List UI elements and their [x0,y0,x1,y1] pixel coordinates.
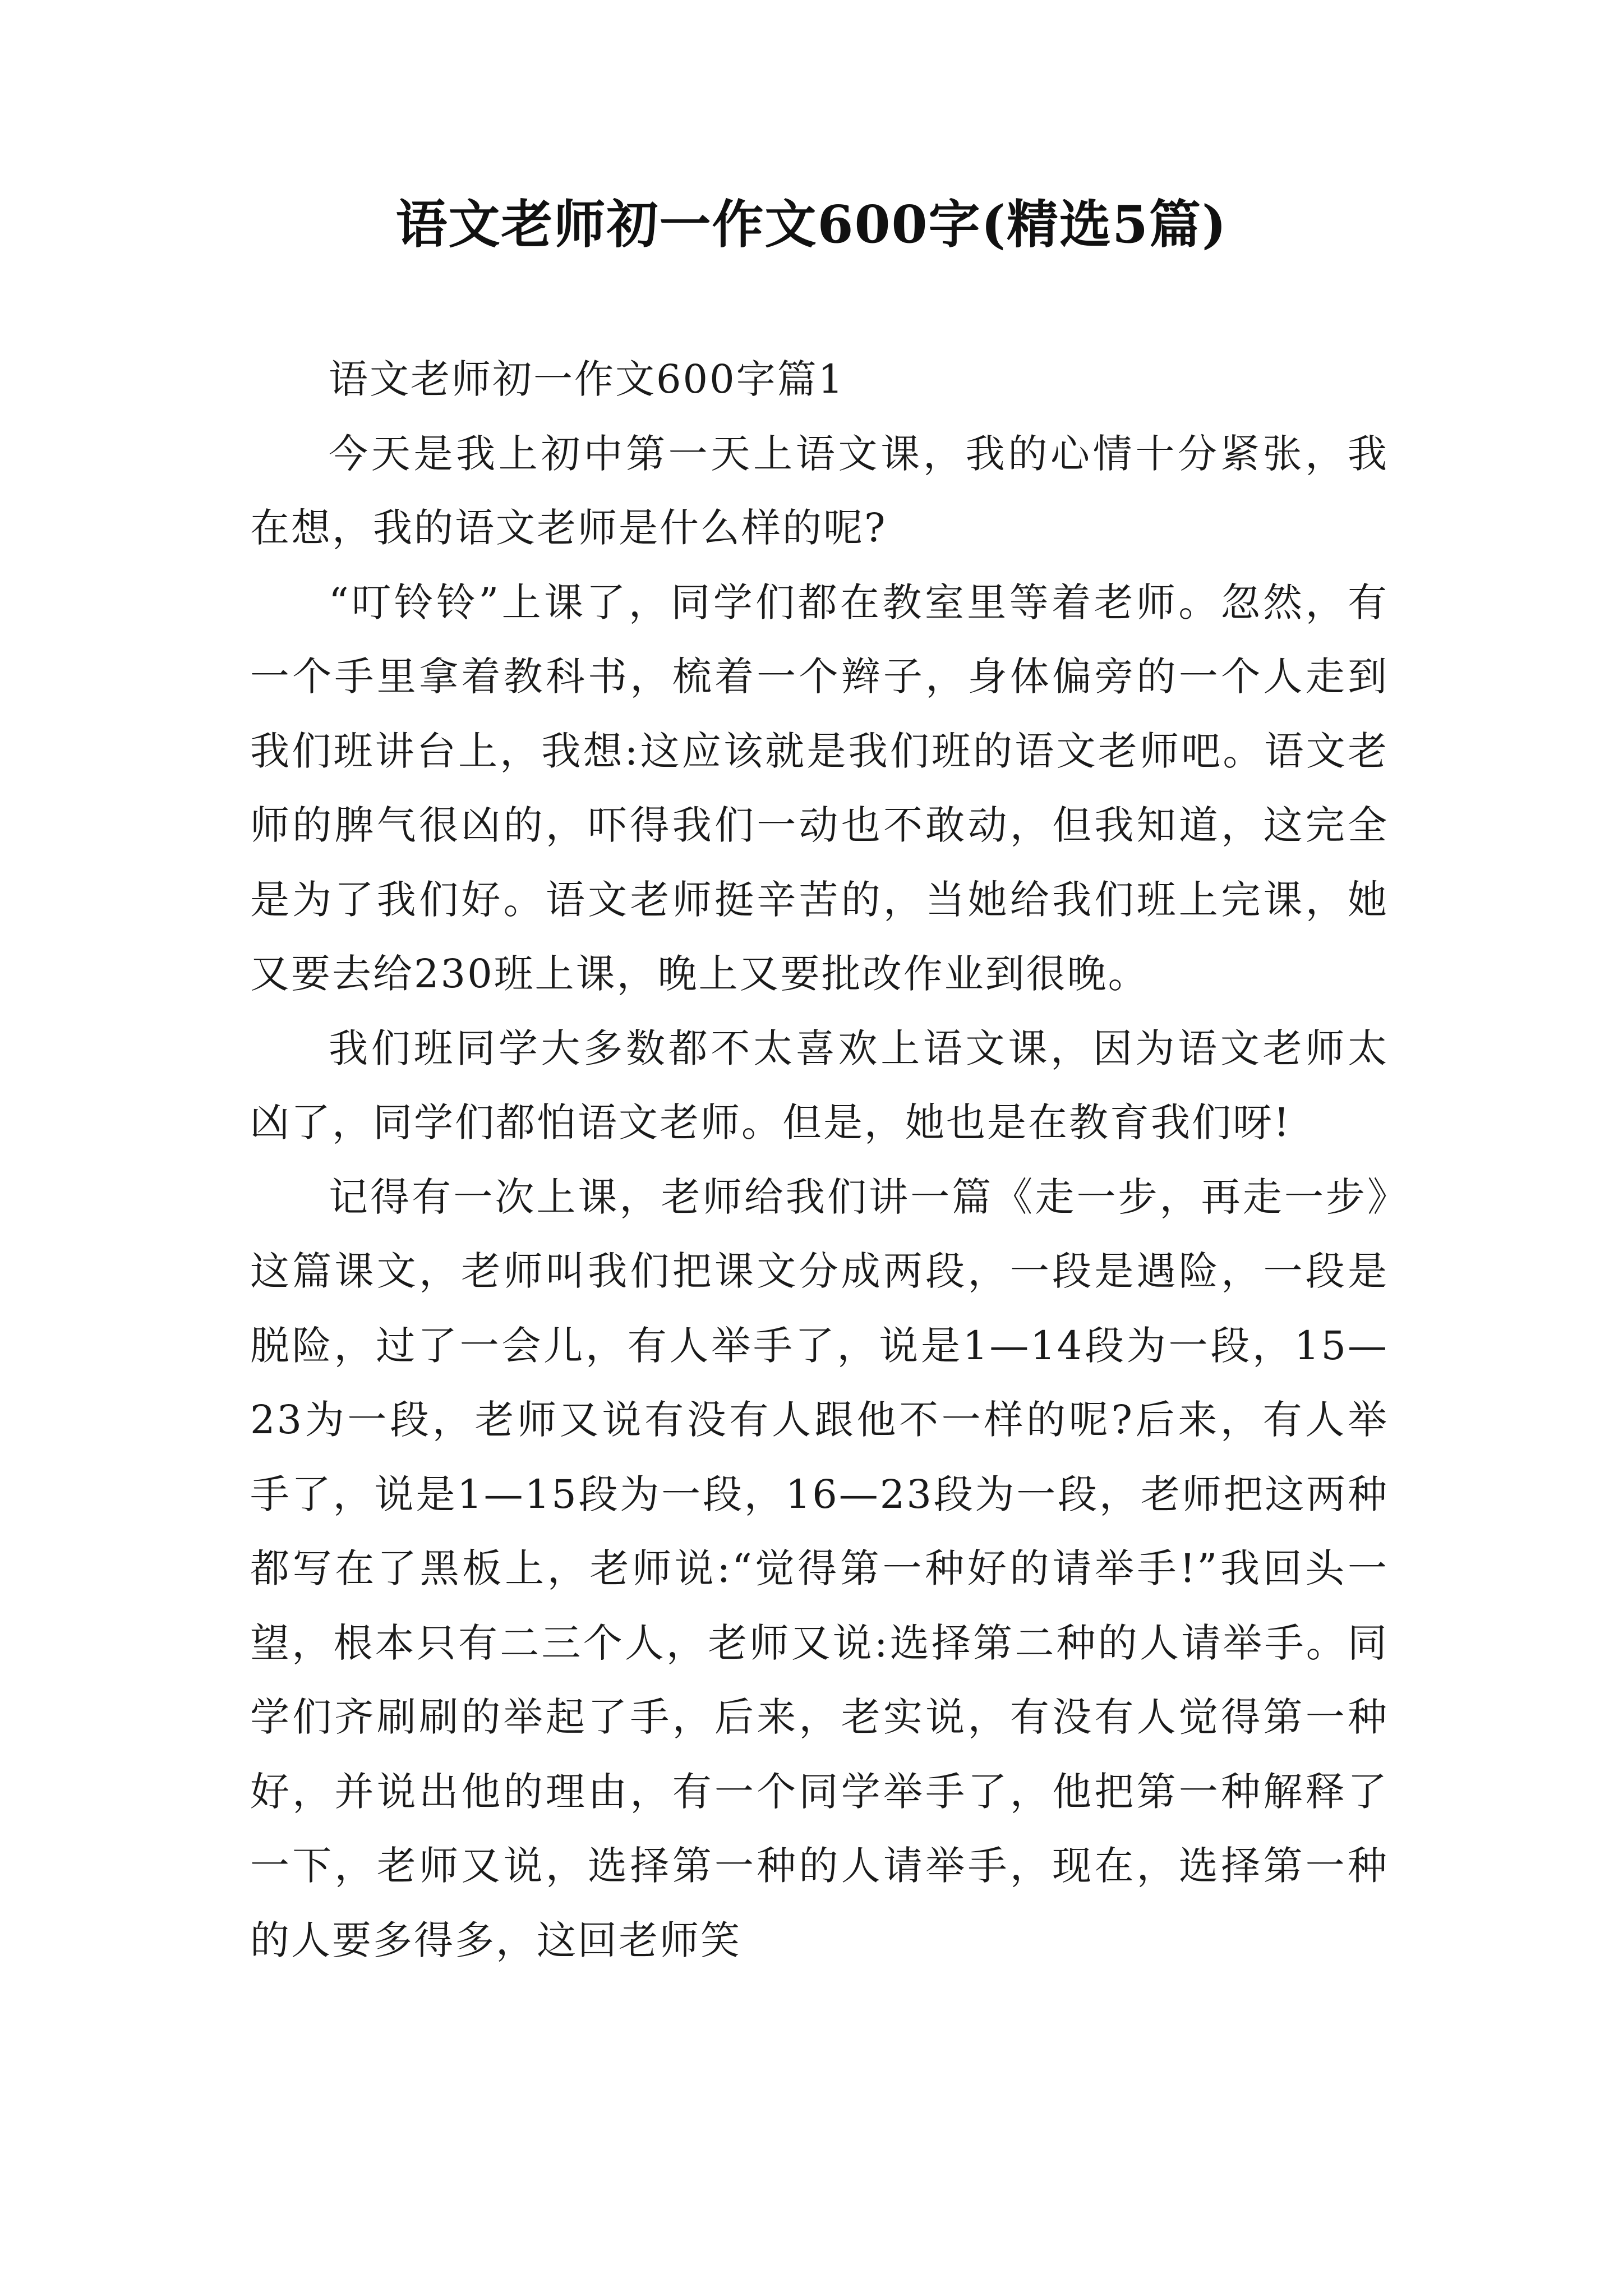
section-heading: 语文老师初一作文600字篇1 [329,356,845,402]
paragraph-2: “叮铃铃”上课了，同学们都在教室里等着老师。忽然，有一个手里拿着教科书，梳着一个辫子，身体偏旁的一个人走到我们班讲台上，我想:这应该就是我们班的语文老师吧。语文老师的脾气很凶的，吓得我们一动也不敢动，但我知道，这完全是为了我们好。语文老师挺辛苦的，当她给我们班上完课，她又要去给230班上课，晚上又要批改作业到很晚。 [250,579,1389,997]
paragraph-3: 我们班同学大多数都不太喜欢上语文课，因为语文老师太凶了，同学们都怕语文老师。但是，她也是在教育我们呀! [250,1025,1389,1145]
paragraph-1: 今天是我上初中第一天上语文课，我的心情十分紧张，我在想，我的语文老师是什么样的呢? [250,430,1389,551]
document-body [250,342,1389,1977]
paragraph-4: 记得有一次上课，老师给我们讲一篇《走一步，再走一步》这篇课文，老师叫我们把课文分成两段，一段是遇险，一段是脱险，过了一会儿，有人举手了，说是1—14段为一段，15—23为一段，老师又说有没有人跟他不一样的呢?后来，有人举手了，说是1—15段为一段，16—23段为一段，老师把这两种都写在了黑板上，老师说:“觉得第一种好的请举手!”我回头一望，根本只有二三个人，老师又说:选择第二种的人请举手。同学们齐刷刷的举起了手，后来，老实说，有没有人觉得第一种好，并说出他的理由，有一个同学举手了，他把第一种解释了一下，老师又说，选择第一种的人请举手，现在，选择第一种的人要多得多，这回老师笑 [250,1174,1389,1963]
document-title: 语文老师初一作文600字(精选5篇) [395,194,1228,255]
